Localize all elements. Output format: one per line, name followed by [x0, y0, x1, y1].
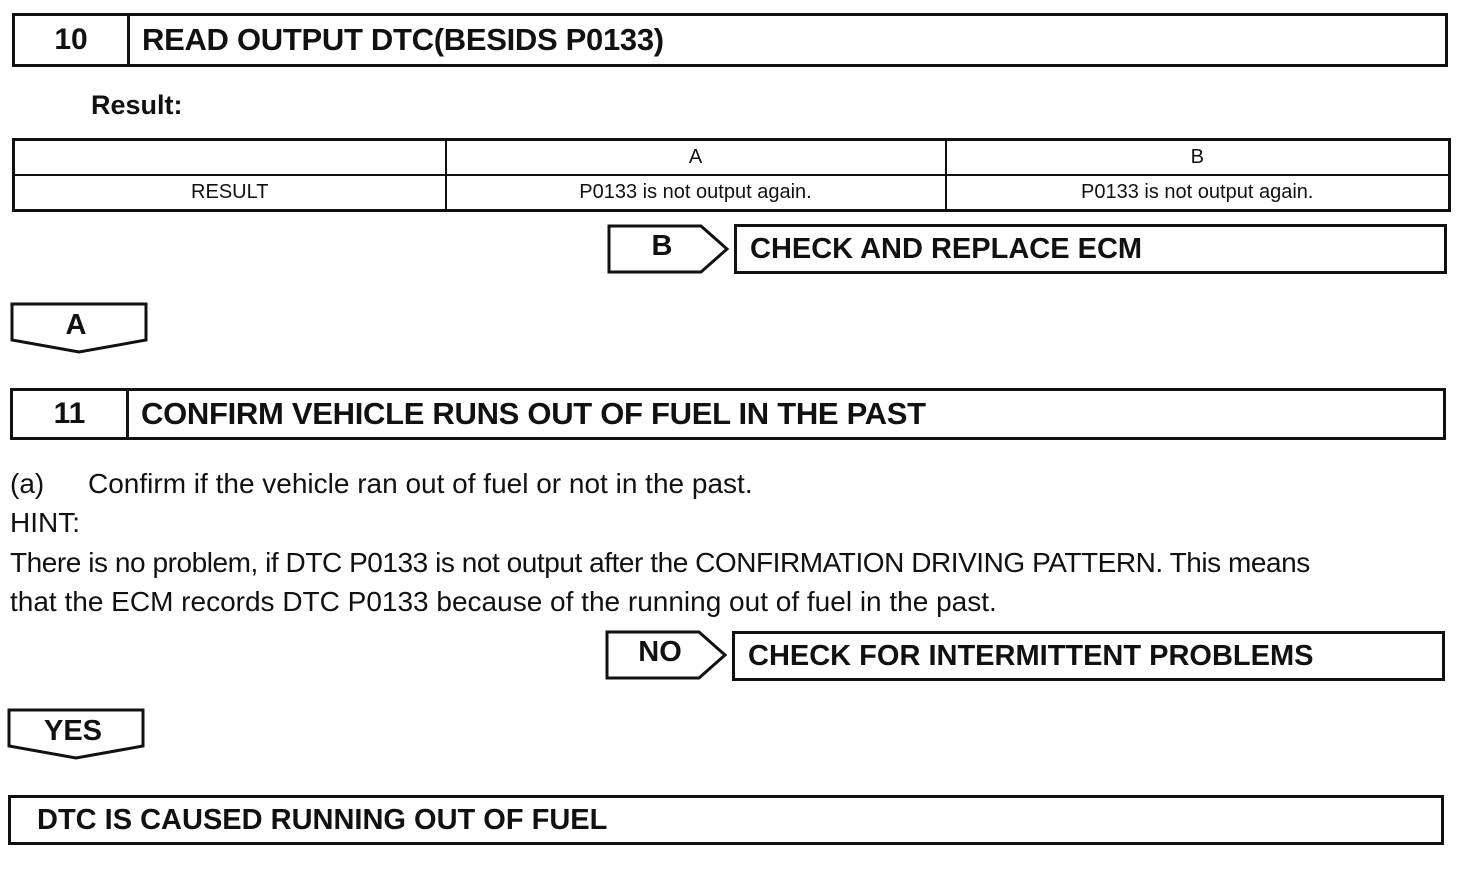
step-number: 11: [13, 391, 129, 437]
action-box: CHECK FOR INTERMITTENT PROBLEMS: [732, 631, 1445, 681]
table-row: [14, 175, 1450, 211]
hint-line: that the ECM records DTC P0133 because of the running out of fuel in the past.: [10, 586, 997, 617]
table-header-cell: [14, 140, 446, 176]
instruction-item: [10, 464, 753, 503]
result-label: Result:: [91, 90, 183, 120]
table-cell: RESULT: [14, 175, 446, 211]
branch-label: B: [651, 230, 673, 262]
table-cell: P0133 is not output again.: [446, 175, 946, 211]
step-10-header: [12, 13, 1448, 67]
table-header-cell: B: [946, 140, 1450, 176]
step-title: READ OUTPUT DTC(BESIDS P0133): [142, 22, 664, 57]
conclusion-box: DTC IS CAUSED RUNNING OUT OF FUEL: [8, 795, 1444, 845]
item-text: Confirm if the vehicle ran out of fuel or not in the past.: [88, 468, 753, 499]
branch-yes-arrow: [7, 708, 145, 760]
branch-label: NO: [638, 636, 682, 668]
step-title: CONFIRM VEHICLE RUNS OUT OF FUEL IN THE PAST: [141, 396, 926, 431]
action-box: CHECK AND REPLACE ECM: [734, 224, 1447, 274]
branch-b-arrow: [607, 224, 731, 274]
step-number: 10: [15, 16, 130, 64]
branch-a-arrow: [10, 302, 148, 354]
step-11-header: [10, 388, 1446, 440]
hint-label: HINT:: [10, 507, 80, 538]
table-header-cell: A: [446, 140, 946, 176]
branch-label: A: [65, 309, 87, 341]
item-marker: (a): [10, 468, 45, 499]
branch-no-arrow: [605, 630, 729, 680]
table-header-row: [14, 140, 1450, 176]
hint-line: There is no problem, if DTC P0133 is not output after the CONFIRMATION DRIVING PATTERN. This means: [10, 547, 1310, 578]
branch-label: YES: [43, 715, 103, 747]
result-table: [12, 138, 1451, 212]
table-cell: P0133 is not output again.: [946, 175, 1450, 211]
